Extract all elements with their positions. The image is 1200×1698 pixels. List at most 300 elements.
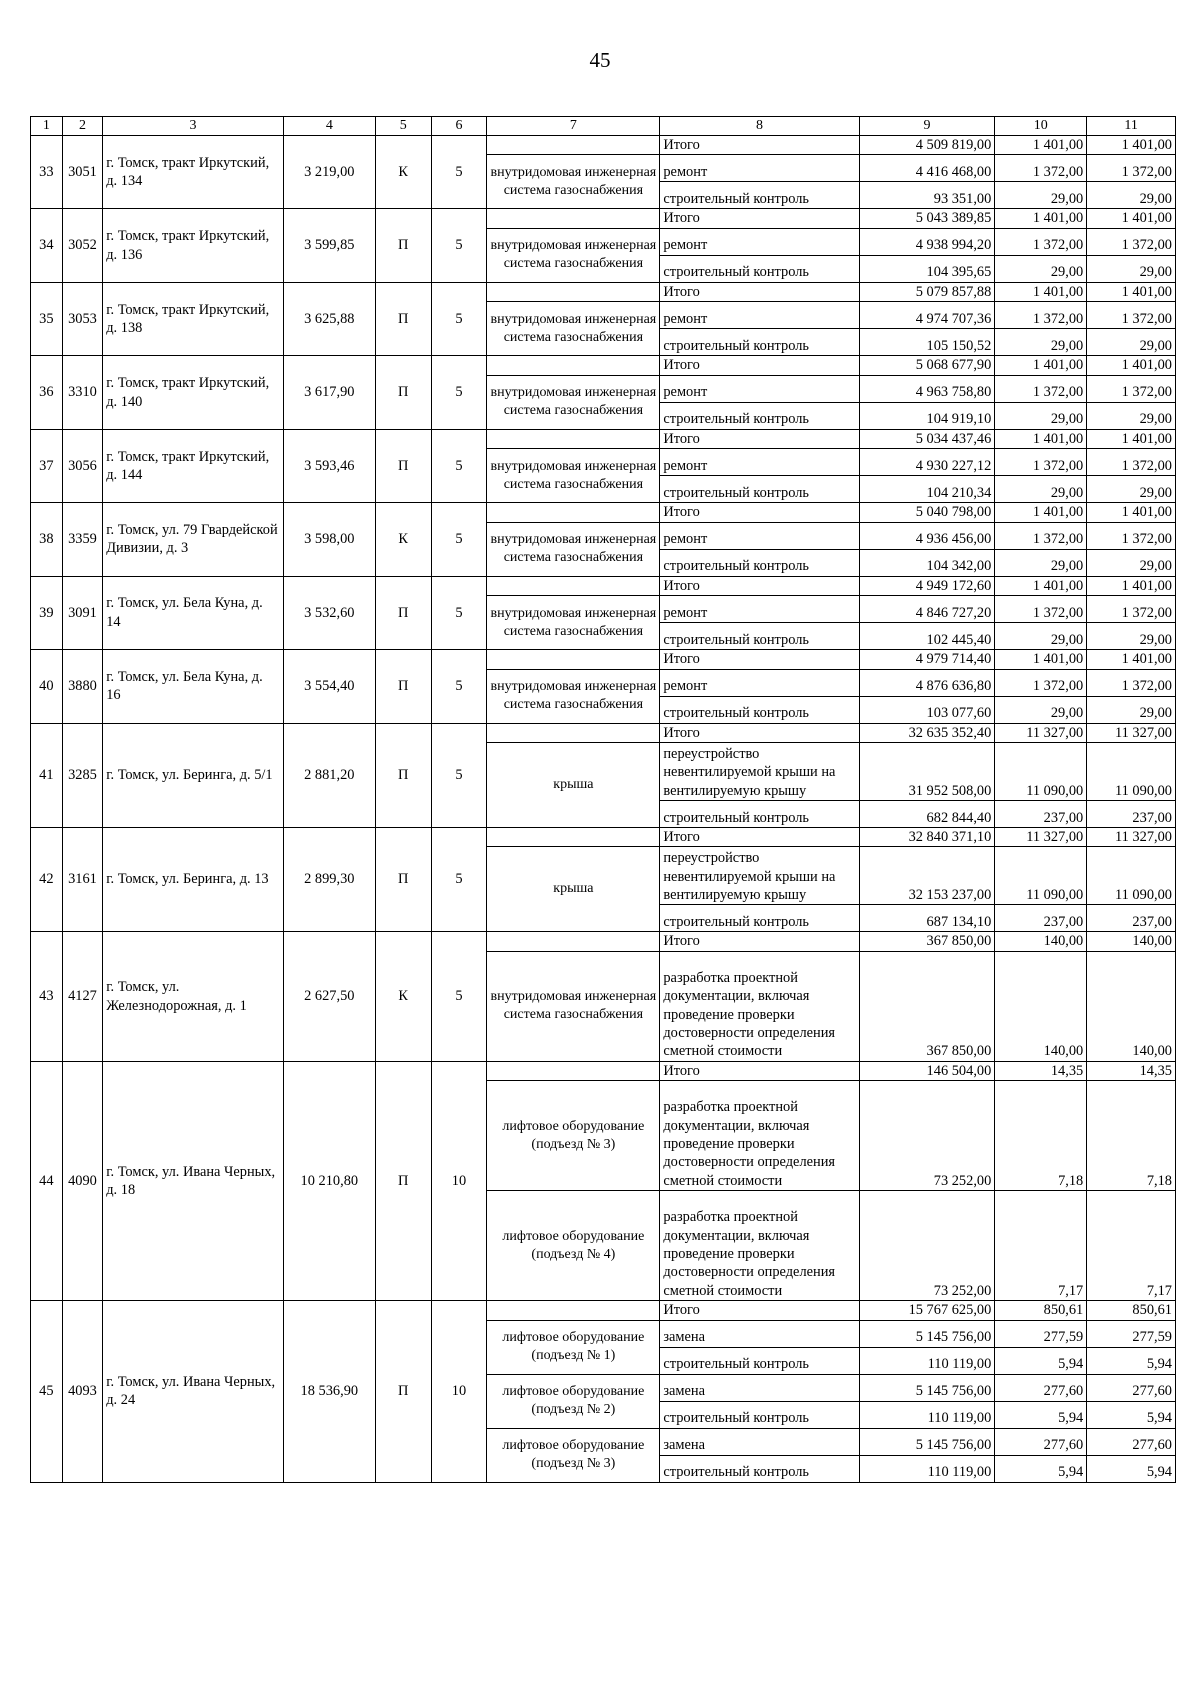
- house-code: 3052: [62, 209, 103, 282]
- line-description: переустройство невентилируемой крыши на вентилируемую крышу: [660, 742, 859, 800]
- line-description: строительный контроль: [660, 1347, 859, 1374]
- house-area: 3 625,88: [283, 282, 375, 355]
- line-cost-per-sqm-limit: 1 401,00: [1087, 503, 1176, 522]
- column-number: 9: [859, 117, 995, 136]
- line-cost-per-sqm: 277,59: [995, 1320, 1087, 1347]
- house-code: 3051: [62, 136, 103, 209]
- line-cost-per-sqm-limit: 11 090,00: [1087, 847, 1176, 905]
- line-cost-per-sqm: 29,00: [995, 696, 1087, 723]
- work-type-empty: [487, 136, 660, 155]
- line-cost-total: 4 846 727,20: [859, 596, 995, 623]
- line-description: замена: [660, 1320, 859, 1347]
- wall-material: П: [375, 723, 431, 827]
- table-row: [31, 827, 1176, 846]
- line-cost-total: 5 145 756,00: [859, 1320, 995, 1347]
- table-row: [31, 136, 1176, 155]
- line-cost-per-sqm: 29,00: [995, 402, 1087, 429]
- wall-material: П: [375, 209, 431, 282]
- house-area: 2 627,50: [283, 932, 375, 1061]
- line-cost-per-sqm: 5,94: [995, 1401, 1087, 1428]
- line-cost-total: 103 077,60: [859, 696, 995, 723]
- work-type-empty: [487, 576, 660, 595]
- row-number: 33: [31, 136, 63, 209]
- line-cost-total: 73 252,00: [859, 1191, 995, 1301]
- line-cost-total: 32 635 352,40: [859, 723, 995, 742]
- line-cost-per-sqm-limit: 1 401,00: [1087, 136, 1176, 155]
- line-cost-total: 32 840 371,10: [859, 827, 995, 846]
- line-cost-per-sqm-limit: 1 401,00: [1087, 356, 1176, 375]
- work-type-empty: [487, 650, 660, 669]
- line-cost-total: 4 949 172,60: [859, 576, 995, 595]
- line-cost-per-sqm-limit: 1 372,00: [1087, 228, 1176, 255]
- table-row: [31, 723, 1176, 742]
- house-code: 4127: [62, 932, 103, 1061]
- line-cost-per-sqm: 1 401,00: [995, 356, 1087, 375]
- work-type-empty: [487, 356, 660, 375]
- line-cost-per-sqm-limit: 1 401,00: [1087, 429, 1176, 448]
- line-cost-per-sqm: 1 401,00: [995, 209, 1087, 228]
- table-row: [31, 932, 1176, 951]
- line-cost-total: 105 150,52: [859, 329, 995, 356]
- table-row: [31, 356, 1176, 375]
- work-type-empty: [487, 1301, 660, 1320]
- floors-count: 10: [431, 1061, 487, 1300]
- work-type: лифтовое оборудование (подъезд № 3): [487, 1428, 660, 1482]
- line-cost-total: 110 119,00: [859, 1401, 995, 1428]
- table-row: [31, 1301, 1176, 1320]
- line-cost-total: 4 979 714,40: [859, 650, 995, 669]
- work-type: внутридомовая инженерная система газоснабжения: [487, 951, 660, 1061]
- line-cost-per-sqm: 29,00: [995, 549, 1087, 576]
- line-cost-total: 4 876 636,80: [859, 669, 995, 696]
- line-description: Итого: [660, 723, 859, 742]
- line-cost-per-sqm-limit: 237,00: [1087, 905, 1176, 932]
- line-description: Итого: [660, 429, 859, 448]
- line-cost-per-sqm: 237,00: [995, 905, 1087, 932]
- house-address: г. Томск, ул. Ивана Черных, д. 24: [103, 1301, 284, 1482]
- work-type: внутридомовая инженерная система газоснабжения: [487, 669, 660, 723]
- line-cost-per-sqm: 1 372,00: [995, 375, 1087, 402]
- line-cost-per-sqm: 1 401,00: [995, 282, 1087, 301]
- house-code: 4090: [62, 1061, 103, 1300]
- work-type: внутридомовая инженерная система газоснабжения: [487, 522, 660, 576]
- line-description: Итого: [660, 503, 859, 522]
- row-number: 38: [31, 503, 63, 576]
- line-cost-per-sqm-limit: 5,94: [1087, 1455, 1176, 1482]
- line-description: Итого: [660, 356, 859, 375]
- column-number: 1: [31, 117, 63, 136]
- work-type: внутридомовая инженерная система газоснабжения: [487, 449, 660, 503]
- line-cost-per-sqm: 850,61: [995, 1301, 1087, 1320]
- table-row: [31, 429, 1176, 448]
- line-cost-per-sqm: 29,00: [995, 329, 1087, 356]
- work-type: внутридомовая инженерная система газоснабжения: [487, 228, 660, 282]
- line-cost-total: 110 119,00: [859, 1347, 995, 1374]
- line-cost-per-sqm-limit: 29,00: [1087, 549, 1176, 576]
- line-cost-per-sqm-limit: 29,00: [1087, 696, 1176, 723]
- work-type: внутридомовая инженерная система газоснабжения: [487, 302, 660, 356]
- floors-count: 5: [431, 723, 487, 827]
- row-number: 40: [31, 650, 63, 723]
- line-cost-per-sqm-limit: 29,00: [1087, 255, 1176, 282]
- line-cost-total: 15 767 625,00: [859, 1301, 995, 1320]
- line-cost-per-sqm: 140,00: [995, 932, 1087, 951]
- work-type-empty: [487, 1061, 660, 1080]
- work-type-empty: [487, 429, 660, 448]
- line-cost-total: 5 145 756,00: [859, 1374, 995, 1401]
- line-cost-total: 5 043 389,85: [859, 209, 995, 228]
- line-cost-total: 4 938 994,20: [859, 228, 995, 255]
- line-cost-per-sqm-limit: 1 401,00: [1087, 576, 1176, 595]
- line-cost-per-sqm: 1 401,00: [995, 429, 1087, 448]
- line-description: разработка проектной документации, включая проведение проверки достоверности определения сметной стоимости: [660, 951, 859, 1061]
- wall-material: П: [375, 356, 431, 429]
- capital-repair-table: [30, 116, 1176, 1483]
- line-cost-per-sqm: 1 372,00: [995, 228, 1087, 255]
- line-cost-total: 73 252,00: [859, 1081, 995, 1191]
- row-number: 42: [31, 827, 63, 931]
- line-description: Итого: [660, 209, 859, 228]
- line-cost-per-sqm-limit: 277,60: [1087, 1428, 1176, 1455]
- line-cost-per-sqm-limit: 29,00: [1087, 402, 1176, 429]
- line-cost-per-sqm-limit: 1 401,00: [1087, 209, 1176, 228]
- house-code: 3359: [62, 503, 103, 576]
- work-type-empty: [487, 827, 660, 846]
- column-number: 11: [1087, 117, 1176, 136]
- floors-count: 5: [431, 429, 487, 502]
- line-description: Итого: [660, 282, 859, 301]
- line-description: ремонт: [660, 155, 859, 182]
- line-description: Итого: [660, 650, 859, 669]
- line-cost-per-sqm: 14,35: [995, 1061, 1087, 1080]
- line-description: ремонт: [660, 375, 859, 402]
- house-area: 2 881,20: [283, 723, 375, 827]
- line-description: строительный контроль: [660, 255, 859, 282]
- line-cost-per-sqm: 1 372,00: [995, 449, 1087, 476]
- row-number: 35: [31, 282, 63, 355]
- line-cost-total: 5 040 798,00: [859, 503, 995, 522]
- house-code: 3053: [62, 282, 103, 355]
- line-cost-per-sqm: 11 090,00: [995, 742, 1087, 800]
- wall-material: К: [375, 932, 431, 1061]
- line-description: строительный контроль: [660, 1401, 859, 1428]
- work-type-empty: [487, 282, 660, 301]
- column-number: 8: [660, 117, 859, 136]
- line-cost-per-sqm-limit: 5,94: [1087, 1401, 1176, 1428]
- line-cost-total: 146 504,00: [859, 1061, 995, 1080]
- line-description: ремонт: [660, 522, 859, 549]
- line-cost-per-sqm-limit: 11 090,00: [1087, 742, 1176, 800]
- line-cost-total: 4 936 456,00: [859, 522, 995, 549]
- column-number: 5: [375, 117, 431, 136]
- house-code: 3161: [62, 827, 103, 931]
- line-description: строительный контроль: [660, 476, 859, 503]
- line-cost-per-sqm: 5,94: [995, 1347, 1087, 1374]
- line-cost-per-sqm-limit: 29,00: [1087, 182, 1176, 209]
- table-row: [31, 576, 1176, 595]
- floors-count: 5: [431, 136, 487, 209]
- line-cost-total: 4 930 227,12: [859, 449, 995, 476]
- line-cost-per-sqm: 1 401,00: [995, 503, 1087, 522]
- work-type: лифтовое оборудование (подъезд № 2): [487, 1374, 660, 1428]
- floors-count: 5: [431, 827, 487, 931]
- column-number: 3: [103, 117, 284, 136]
- column-number: 7: [487, 117, 660, 136]
- wall-material: К: [375, 503, 431, 576]
- line-cost-per-sqm-limit: 7,18: [1087, 1081, 1176, 1191]
- line-cost-per-sqm-limit: 1 372,00: [1087, 302, 1176, 329]
- house-area: 3 219,00: [283, 136, 375, 209]
- line-cost-per-sqm-limit: 140,00: [1087, 932, 1176, 951]
- work-type-empty: [487, 503, 660, 522]
- floors-count: 5: [431, 932, 487, 1061]
- line-cost-per-sqm-limit: 1 372,00: [1087, 155, 1176, 182]
- house-area: 3 532,60: [283, 576, 375, 649]
- line-cost-per-sqm-limit: 277,59: [1087, 1320, 1176, 1347]
- line-cost-total: 367 850,00: [859, 932, 995, 951]
- line-cost-total: 5 079 857,88: [859, 282, 995, 301]
- line-cost-total: 4 963 758,80: [859, 375, 995, 402]
- floors-count: 5: [431, 356, 487, 429]
- line-cost-total: 5 034 437,46: [859, 429, 995, 448]
- line-cost-total: 4 974 707,36: [859, 302, 995, 329]
- house-address: г. Томск, тракт Иркутский, д. 134: [103, 136, 284, 209]
- house-address: г. Томск, ул. Железнодорожная, д. 1: [103, 932, 284, 1061]
- house-code: 3310: [62, 356, 103, 429]
- line-cost-per-sqm-limit: 29,00: [1087, 476, 1176, 503]
- table-row: [31, 209, 1176, 228]
- line-cost-per-sqm-limit: 29,00: [1087, 623, 1176, 650]
- line-cost-per-sqm: 1 372,00: [995, 522, 1087, 549]
- line-description: Итого: [660, 1061, 859, 1080]
- house-address: г. Томск, тракт Иркутский, д. 144: [103, 429, 284, 502]
- line-cost-per-sqm: 277,60: [995, 1374, 1087, 1401]
- house-code: 3285: [62, 723, 103, 827]
- row-number: 36: [31, 356, 63, 429]
- house-code: 3056: [62, 429, 103, 502]
- line-cost-total: 104 210,34: [859, 476, 995, 503]
- line-cost-per-sqm: 11 090,00: [995, 847, 1087, 905]
- line-description: строительный контроль: [660, 549, 859, 576]
- work-type: лифтовое оборудование (подъезд № 1): [487, 1320, 660, 1374]
- line-cost-per-sqm: 29,00: [995, 255, 1087, 282]
- house-address: г. Томск, ул. Беринга, д. 13: [103, 827, 284, 931]
- line-cost-total: 4 416 468,00: [859, 155, 995, 182]
- line-cost-total: 367 850,00: [859, 951, 995, 1061]
- line-cost-per-sqm-limit: 140,00: [1087, 951, 1176, 1061]
- line-cost-per-sqm: 29,00: [995, 182, 1087, 209]
- wall-material: П: [375, 576, 431, 649]
- line-cost-per-sqm-limit: 1 372,00: [1087, 522, 1176, 549]
- house-address: г. Томск, ул. Беринга, д. 5/1: [103, 723, 284, 827]
- line-cost-per-sqm: 29,00: [995, 476, 1087, 503]
- line-cost-total: 93 351,00: [859, 182, 995, 209]
- line-description: Итого: [660, 576, 859, 595]
- house-area: 3 599,85: [283, 209, 375, 282]
- line-cost-per-sqm: 1 401,00: [995, 650, 1087, 669]
- house-area: 3 598,00: [283, 503, 375, 576]
- line-cost-per-sqm-limit: 1 372,00: [1087, 669, 1176, 696]
- line-cost-per-sqm: 7,18: [995, 1081, 1087, 1191]
- work-type: крыша: [487, 742, 660, 827]
- work-type: внутридомовая инженерная система газоснабжения: [487, 375, 660, 429]
- line-cost-per-sqm-limit: 1 401,00: [1087, 650, 1176, 669]
- row-number: 37: [31, 429, 63, 502]
- row-number: 44: [31, 1061, 63, 1300]
- house-address: г. Томск, ул. 79 Гвардейской Дивизии, д. 3: [103, 503, 284, 576]
- row-number: 34: [31, 209, 63, 282]
- house-area: 3 593,46: [283, 429, 375, 502]
- house-code: 3880: [62, 650, 103, 723]
- line-cost-total: 5 145 756,00: [859, 1428, 995, 1455]
- floors-count: 5: [431, 282, 487, 355]
- line-description: ремонт: [660, 669, 859, 696]
- line-cost-per-sqm: 1 401,00: [995, 576, 1087, 595]
- column-number: 4: [283, 117, 375, 136]
- column-number: 6: [431, 117, 487, 136]
- line-cost-total: 31 952 508,00: [859, 742, 995, 800]
- wall-material: К: [375, 136, 431, 209]
- line-description: переустройство невентилируемой крыши на вентилируемую крышу: [660, 847, 859, 905]
- line-description: разработка проектной документации, включая проведение проверки достоверности определения сметной стоимости: [660, 1191, 859, 1301]
- line-cost-total: 32 153 237,00: [859, 847, 995, 905]
- line-cost-per-sqm: 1 372,00: [995, 596, 1087, 623]
- line-description: Итого: [660, 827, 859, 846]
- line-cost-per-sqm: 1 372,00: [995, 302, 1087, 329]
- work-type-empty: [487, 209, 660, 228]
- line-description: Итого: [660, 1301, 859, 1320]
- line-cost-total: 5 068 677,90: [859, 356, 995, 375]
- line-cost-per-sqm: 277,60: [995, 1428, 1087, 1455]
- line-cost-per-sqm: 1 401,00: [995, 136, 1087, 155]
- line-description: строительный контроль: [660, 1455, 859, 1482]
- line-cost-total: 102 445,40: [859, 623, 995, 650]
- line-description: Итого: [660, 932, 859, 951]
- line-cost-total: 104 919,10: [859, 402, 995, 429]
- wall-material: П: [375, 650, 431, 723]
- line-cost-per-sqm: 11 327,00: [995, 827, 1087, 846]
- table-row: [31, 282, 1176, 301]
- line-description: Итого: [660, 136, 859, 155]
- page-number: 45: [589, 48, 611, 72]
- line-cost-per-sqm: 140,00: [995, 951, 1087, 1061]
- line-cost-per-sqm-limit: 237,00: [1087, 800, 1176, 827]
- house-address: г. Томск, ул. Ивана Черных, д. 18: [103, 1061, 284, 1300]
- line-cost-total: 682 844,40: [859, 800, 995, 827]
- wall-material: П: [375, 1061, 431, 1300]
- line-cost-per-sqm-limit: 11 327,00: [1087, 827, 1176, 846]
- work-type: лифтовое оборудование (подъезд № 4): [487, 1191, 660, 1301]
- line-cost-per-sqm: 237,00: [995, 800, 1087, 827]
- floors-count: 5: [431, 503, 487, 576]
- line-cost-per-sqm-limit: 1 401,00: [1087, 282, 1176, 301]
- line-cost-total: 4 509 819,00: [859, 136, 995, 155]
- column-number: 2: [62, 117, 103, 136]
- house-code: 4093: [62, 1301, 103, 1482]
- line-cost-per-sqm-limit: 7,17: [1087, 1191, 1176, 1301]
- line-cost-per-sqm: 11 327,00: [995, 723, 1087, 742]
- floors-count: 5: [431, 650, 487, 723]
- work-type-empty: [487, 932, 660, 951]
- row-number: 41: [31, 723, 63, 827]
- line-cost-per-sqm-limit: 29,00: [1087, 329, 1176, 356]
- house-address: г. Томск, тракт Иркутский, д. 136: [103, 209, 284, 282]
- work-type: внутридомовая инженерная система газоснабжения: [487, 596, 660, 650]
- floors-count: 10: [431, 1301, 487, 1482]
- line-cost-per-sqm: 5,94: [995, 1455, 1087, 1482]
- line-cost-per-sqm-limit: 850,61: [1087, 1301, 1176, 1320]
- work-type: крыша: [487, 847, 660, 932]
- line-description: ремонт: [660, 302, 859, 329]
- floors-count: 5: [431, 576, 487, 649]
- work-type-empty: [487, 723, 660, 742]
- house-address: г. Томск, тракт Иркутский, д. 138: [103, 282, 284, 355]
- wall-material: П: [375, 282, 431, 355]
- line-description: ремонт: [660, 228, 859, 255]
- line-cost-per-sqm-limit: 277,60: [1087, 1374, 1176, 1401]
- house-area: 18 536,90: [283, 1301, 375, 1482]
- row-number: 39: [31, 576, 63, 649]
- line-description: замена: [660, 1374, 859, 1401]
- line-cost-per-sqm-limit: 11 327,00: [1087, 723, 1176, 742]
- line-cost-per-sqm-limit: 1 372,00: [1087, 596, 1176, 623]
- line-cost-per-sqm-limit: 1 372,00: [1087, 449, 1176, 476]
- line-description: строительный контроль: [660, 623, 859, 650]
- line-cost-total: 104 342,00: [859, 549, 995, 576]
- line-description: строительный контроль: [660, 905, 859, 932]
- line-cost-per-sqm-limit: 5,94: [1087, 1347, 1176, 1374]
- table-row: [31, 650, 1176, 669]
- column-number-row: [31, 117, 1176, 136]
- line-cost-per-sqm: 1 372,00: [995, 669, 1087, 696]
- line-cost-per-sqm: 7,17: [995, 1191, 1087, 1301]
- house-area: 2 899,30: [283, 827, 375, 931]
- line-description: строительный контроль: [660, 800, 859, 827]
- house-address: г. Томск, тракт Иркутский, д. 140: [103, 356, 284, 429]
- work-type: лифтовое оборудование (подъезд № 3): [487, 1081, 660, 1191]
- line-cost-per-sqm: 1 372,00: [995, 155, 1087, 182]
- line-description: строительный контроль: [660, 329, 859, 356]
- floors-count: 5: [431, 209, 487, 282]
- table-row: [31, 503, 1176, 522]
- line-description: ремонт: [660, 596, 859, 623]
- line-cost-total: 687 134,10: [859, 905, 995, 932]
- house-address: г. Томск, ул. Бела Куна, д. 16: [103, 650, 284, 723]
- house-area: 10 210,80: [283, 1061, 375, 1300]
- wall-material: П: [375, 1301, 431, 1482]
- line-description: строительный контроль: [660, 696, 859, 723]
- row-number: 45: [31, 1301, 63, 1482]
- house-area: 3 617,90: [283, 356, 375, 429]
- line-description: строительный контроль: [660, 402, 859, 429]
- line-description: замена: [660, 1428, 859, 1455]
- line-cost-total: 104 395,65: [859, 255, 995, 282]
- line-cost-per-sqm-limit: 1 372,00: [1087, 375, 1176, 402]
- work-type: внутридомовая инженерная система газоснабжения: [487, 155, 660, 209]
- line-cost-total: 110 119,00: [859, 1455, 995, 1482]
- wall-material: П: [375, 429, 431, 502]
- line-description: разработка проектной документации, включая проведение проверки достоверности определения сметной стоимости: [660, 1081, 859, 1191]
- line-cost-per-sqm: 29,00: [995, 623, 1087, 650]
- table-row: [31, 1061, 1176, 1080]
- line-cost-per-sqm-limit: 14,35: [1087, 1061, 1176, 1080]
- column-number: 10: [995, 117, 1087, 136]
- row-number: 43: [31, 932, 63, 1061]
- line-description: ремонт: [660, 449, 859, 476]
- wall-material: П: [375, 827, 431, 931]
- house-code: 3091: [62, 576, 103, 649]
- line-description: строительный контроль: [660, 182, 859, 209]
